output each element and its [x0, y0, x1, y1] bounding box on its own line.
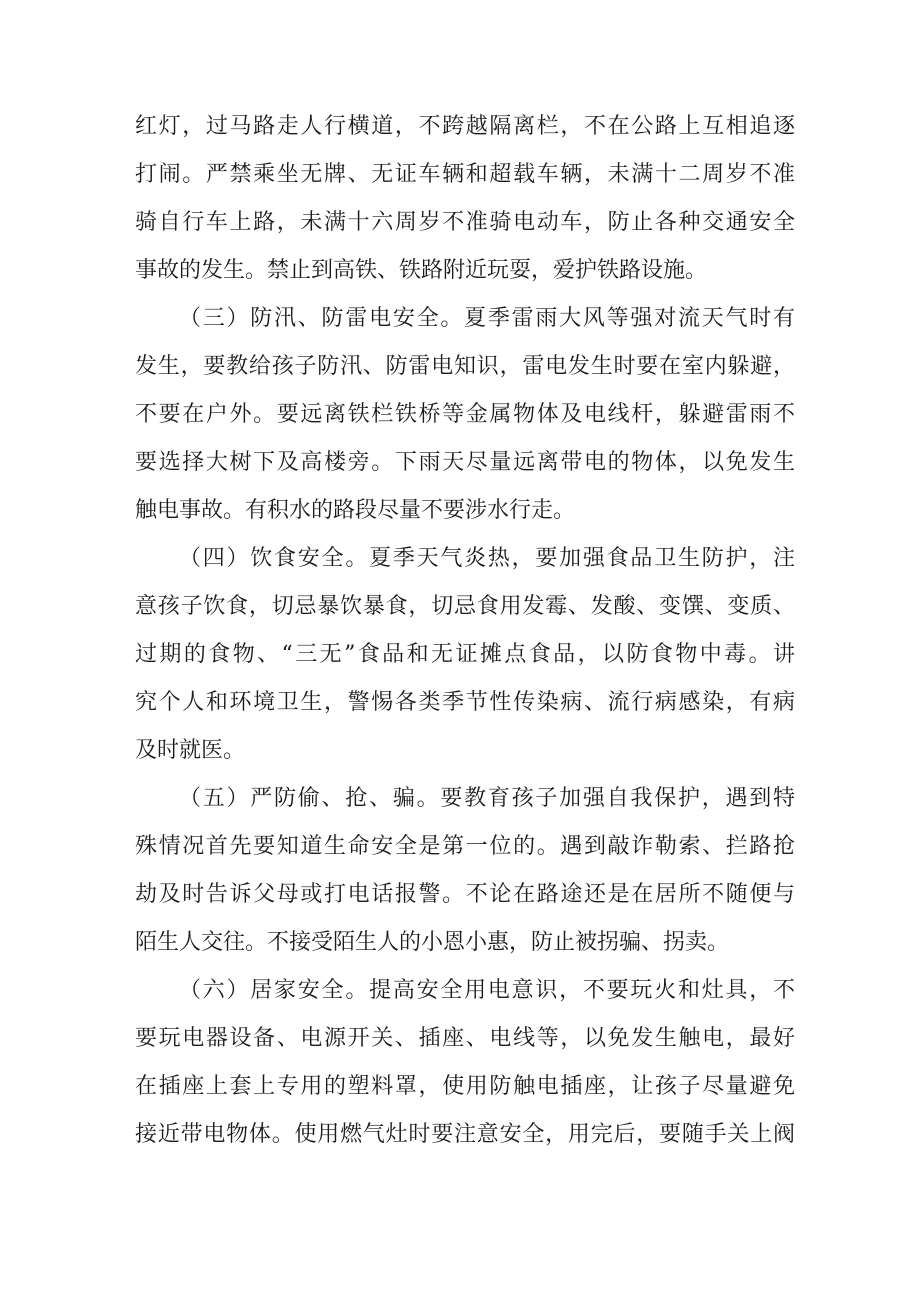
- text-line: 究个人和环境卫生，警惕各类季节性传染病、流行病感染，有病: [135, 690, 795, 715]
- text-line: 要玩电器设备、电源开关、插座、电线等，以免发生触电，最好: [135, 1026, 795, 1051]
- paragraph-heading-line: （六）居家安全。提高安全用电意识，不要玩火和灶具，不: [179, 978, 795, 1003]
- paragraph-heading-line: （三）防汛、防雷电安全。夏季雷雨大风等强对流天气时有: [179, 306, 795, 331]
- text-line: 过期的食物、“三无”食品和无证摊点食品，以防食物中毒。讲: [135, 642, 795, 667]
- text-line: 打闹。严禁乘坐无牌、无证车辆和超载车辆，未满十二周岁不准: [135, 162, 795, 187]
- text-line: 事故的发生。禁止到高铁、铁路附近玩耍，爱护铁路设施。: [135, 258, 708, 283]
- paragraph-heading-line: （五）严防偷、抢、骗。要教育孩子加强自我保护，遇到特: [179, 786, 795, 811]
- text-line: 要选择大树下及高楼旁。下雨天尽量远离带电的物体，以免发生: [135, 450, 795, 475]
- text-line: 触电事故。有积水的路段尽量不要涉水行走。: [135, 498, 576, 523]
- text-line: 不要在户外。要远离铁栏铁桥等金属物体及电线杆，躲避雷雨不: [135, 402, 795, 427]
- text-line: 殊情况首先要知道生命安全是第一位的。遇到敲诈勒索、拦路抢: [135, 834, 795, 859]
- text-line: 骑自行车上路，未满十六周岁不准骑电动车，防止各种交通安全: [135, 210, 795, 235]
- text-line: 劫及时告诉父母或打电话报警。不论在路途还是在居所不随便与: [135, 882, 795, 907]
- document-body: [135, 103, 795, 1159]
- text-line: 在插座上套上专用的塑料罩，使用防触电插座，让孩子尽量避免: [135, 1074, 795, 1099]
- text-line: 红灯，过马路走人行横道，不跨越隔离栏，不在公路上互相追逐: [135, 114, 795, 139]
- text-line: 及时就医。: [135, 738, 246, 763]
- text-line: 陌生人交往。不接受陌生人的小恩小惠，防止被拐骗、拐卖。: [135, 930, 730, 955]
- text-line: 发生，要教给孩子防汛、防雷电知识，雷电发生时要在室内躲避，: [135, 354, 795, 379]
- text-line: 接近带电物体。使用燃气灶时要注意安全，用完后，要随手关上阀: [135, 1122, 795, 1147]
- text-line: 意孩子饮食，切忌暴饮暴食，切忌食用发霉、发酸、变馔、变质、: [135, 594, 795, 619]
- paragraph-heading-line: （四）饮食安全。夏季天气炎热，要加强食品卫生防护，注: [179, 546, 795, 571]
